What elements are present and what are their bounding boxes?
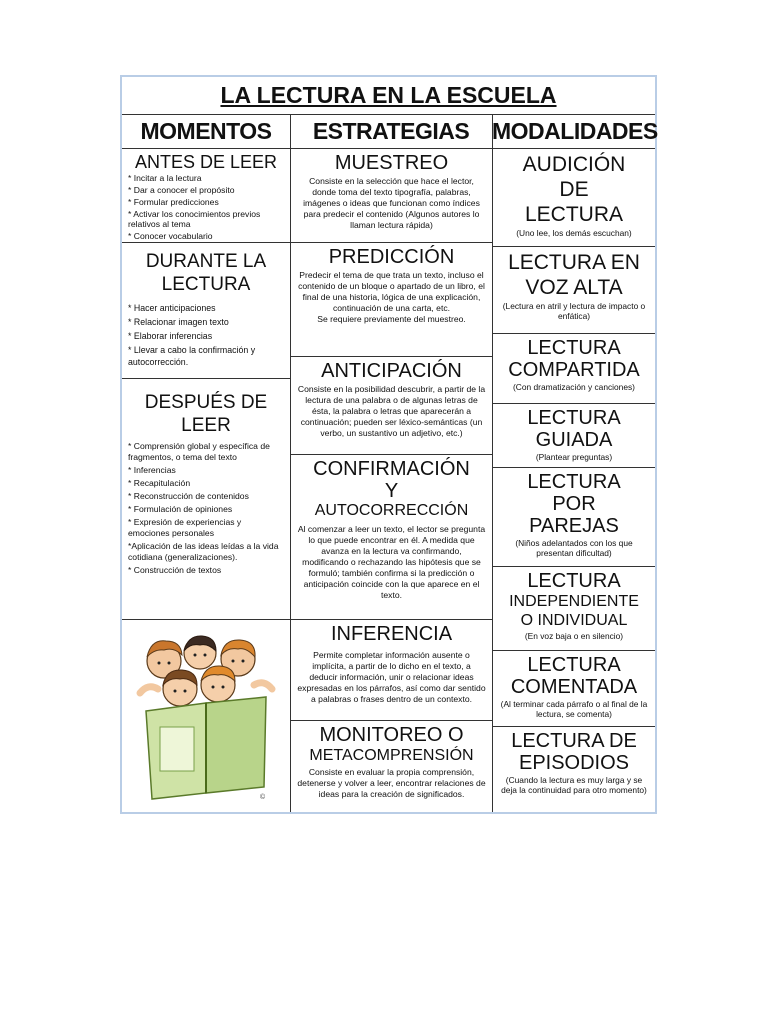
estrategia-text: Consiste en la selección que hace el lector, donde toma del texto tipografía, palabras, imágenes o ideas que funcionan como índices para predecir el contenido (Algunos autores lo llaman lectura rápida) [303,176,480,230]
modalidad-title-line3: LECTURA [524,203,624,226]
estrategia-text: Al comenzar a leer un texto, el lector se pregunta lo que puede encontrar en él. A medida que avanza en la lectura va confirmando, modificando o rechazando las hipótesis que se formuló; también confirma si la predicción o anticipación coincide con la que aparece en el texto. [297,524,486,600]
modalidad-description: (En voz baja o en silencio) [524,631,624,641]
list-item: * Construcción de textos [128,565,222,575]
illustration-cell [122,620,290,812]
modalidad-description: (Niños adelantados con los que presentan dificultad) [515,538,633,558]
estrategia-title: PREDICCIÓN [328,246,455,268]
modalidad-title: LECTURA [527,407,621,429]
momento-despues [122,379,290,620]
estrategia-title: ANTICIPACIÓN [321,360,462,382]
list-item: * Conocer vocabulario [128,231,213,241]
header-estrategias: ESTRATEGIAS [290,114,492,149]
momento-title: DESPUÉS DE LEER [144,392,268,436]
modalidad-title-line2: GUIADA [535,429,613,451]
list-item: * Comprensión global y específica de fragmentos, o tema del texto [128,441,270,462]
estrategia-title-connector: Y [384,480,399,502]
momento-title: ANTES DE LEER [134,152,278,172]
list-item: * Incitar a la lectura [128,173,202,183]
modalidad-audicion [493,149,655,247]
modalidad-guiada [493,404,655,468]
estrategia-title: INFERENCIA [330,623,453,645]
modalidad-title-line2: EPISODIOS [518,752,630,774]
modalidad-title: AUDICIÓN [522,153,626,176]
estrategia-prediccion [291,243,492,357]
modalidad-comentada [493,651,655,727]
estrategia-monitoreo [291,721,492,812]
modalidad-title-line3: PAREJAS [529,515,619,537]
list-item: * Relacionar imagen texto [128,317,229,327]
momento-durante [122,243,290,379]
estrategia-title-line2: METACOMPRENSIÓN [309,747,474,764]
modalidad-parejas [493,468,655,567]
page-title: LA LECTURA EN LA ESCUELA [122,77,655,115]
modalidad-individual [493,567,655,651]
modalidad-description: (Plantear preguntas) [535,452,613,462]
modalidad-title: LECTURA [527,471,621,493]
reading-chart [120,75,657,814]
estrategia-text: Consiste en evaluar la propia comprensión, detenerse y volver a leer, encontrar relaciones de ideas para la creación de significados. [297,767,486,799]
modalidad-title-line3: O INDIVIDUAL [520,612,628,629]
estrategia-text: Consiste en la posibilidad descubrir, a partir de la lectura de una palabra o de algunas letras de ésta, la palabra o letras que aparecerán a continuación; pueden ser léxico-semánticas (un verbo, un sustantivo un adjetivo, etc.) [297,384,486,438]
modalidad-description: (Al terminar cada párrafo o al final de la lectura, se comenta) [500,699,648,719]
list-item: * Reconstrucción de contenidos [128,491,249,501]
momento-antes [122,149,290,243]
modalidad-title-line2: COMPARTIDA [508,359,640,381]
modalidad-description: (Cuando la lectura es muy larga y se deja la continuidad para otro momento) [501,775,647,795]
estrategia-confirmacion [291,455,492,620]
svg-text:©: © [260,794,266,801]
estrategia-note: Se requiere previamente del muestreo. [317,314,466,324]
header-momentos: MOMENTOS [122,114,290,149]
modalidad-description: (Uno lee, los demás escuchan) [516,228,632,238]
modalidad-title-line2: INDEPENDIENTE [509,593,639,610]
modalidad-title-line2: POR [552,493,596,515]
estrategia-inferencia [291,620,492,721]
estrategia-muestreo [291,149,492,243]
list-item: * Elaborar inferencias [128,331,213,341]
estrategia-title: CONFIRMACIÓN [313,458,470,480]
estrategia-title: MONITOREO O [319,724,464,746]
estrategia-title: MUESTREO [334,152,449,174]
modalidad-title: LECTURA [527,570,621,592]
estrategia-text: Permite completar información ausente o implícita, a partir de lo dicho en el texto, a deducir información, unir o relacionar ideas expresadas en los párrafos, así como dar sentido a palabras o frases dentro de un contexto. [297,650,486,704]
list-item: *Aplicación de las ideas leídas a la vida cotidiana (generalizaciones). [128,541,279,562]
modalidad-title: LECTURA DE [511,730,637,752]
list-item: * Expresión de experiencias y emociones personales [128,517,242,538]
list-item: * Dar a conocer el propósito [128,185,235,195]
modalidad-description: (Lectura en atril y lectura de impacto o enfática) [502,301,646,321]
modalidad-title: LECTURA EN [508,251,640,274]
modalidad-title: LECTURA [527,654,621,676]
modalidad-title: LECTURA [527,337,621,359]
modalidad-voz-alta [493,247,655,334]
list-item: * Recapitulación [128,478,191,488]
momento-title: DURANTE LA LECTURA [145,251,267,295]
header-modalidades: MODALIDADES [492,114,655,149]
list-item: * Inferencias [128,465,176,475]
estrategia-title-line3: AUTOCORRECCIÓN [314,502,469,519]
list-item: * Hacer anticipaciones [128,303,216,313]
modalidad-description: (Con dramatización y canciones) [513,382,635,392]
estrategia-anticipacion [291,357,492,455]
list-item: * Llevar a cabo la confirmación y autocorrección. [128,345,256,367]
children-reading-illustration [126,623,286,803]
list-item: * Activar los conocimientos previos relativos al tema [128,209,261,229]
list-item: * Formular predicciones [128,197,219,207]
modalidad-title-line2: VOZ ALTA [525,276,623,299]
list-item: * Formulación de opiniones [128,504,233,514]
modalidad-title-line2: DE [559,178,589,201]
modalidad-episodios [493,727,655,812]
modalidad-compartida [493,334,655,404]
modalidad-title-line2: COMENTADA [510,676,638,698]
estrategia-text: Predecir el tema de que trata un texto, incluso el contenido de un bloque o apartado de un libro, el final de una historia, lógica de una explicación, continuación de una carta, etc. [298,270,485,313]
